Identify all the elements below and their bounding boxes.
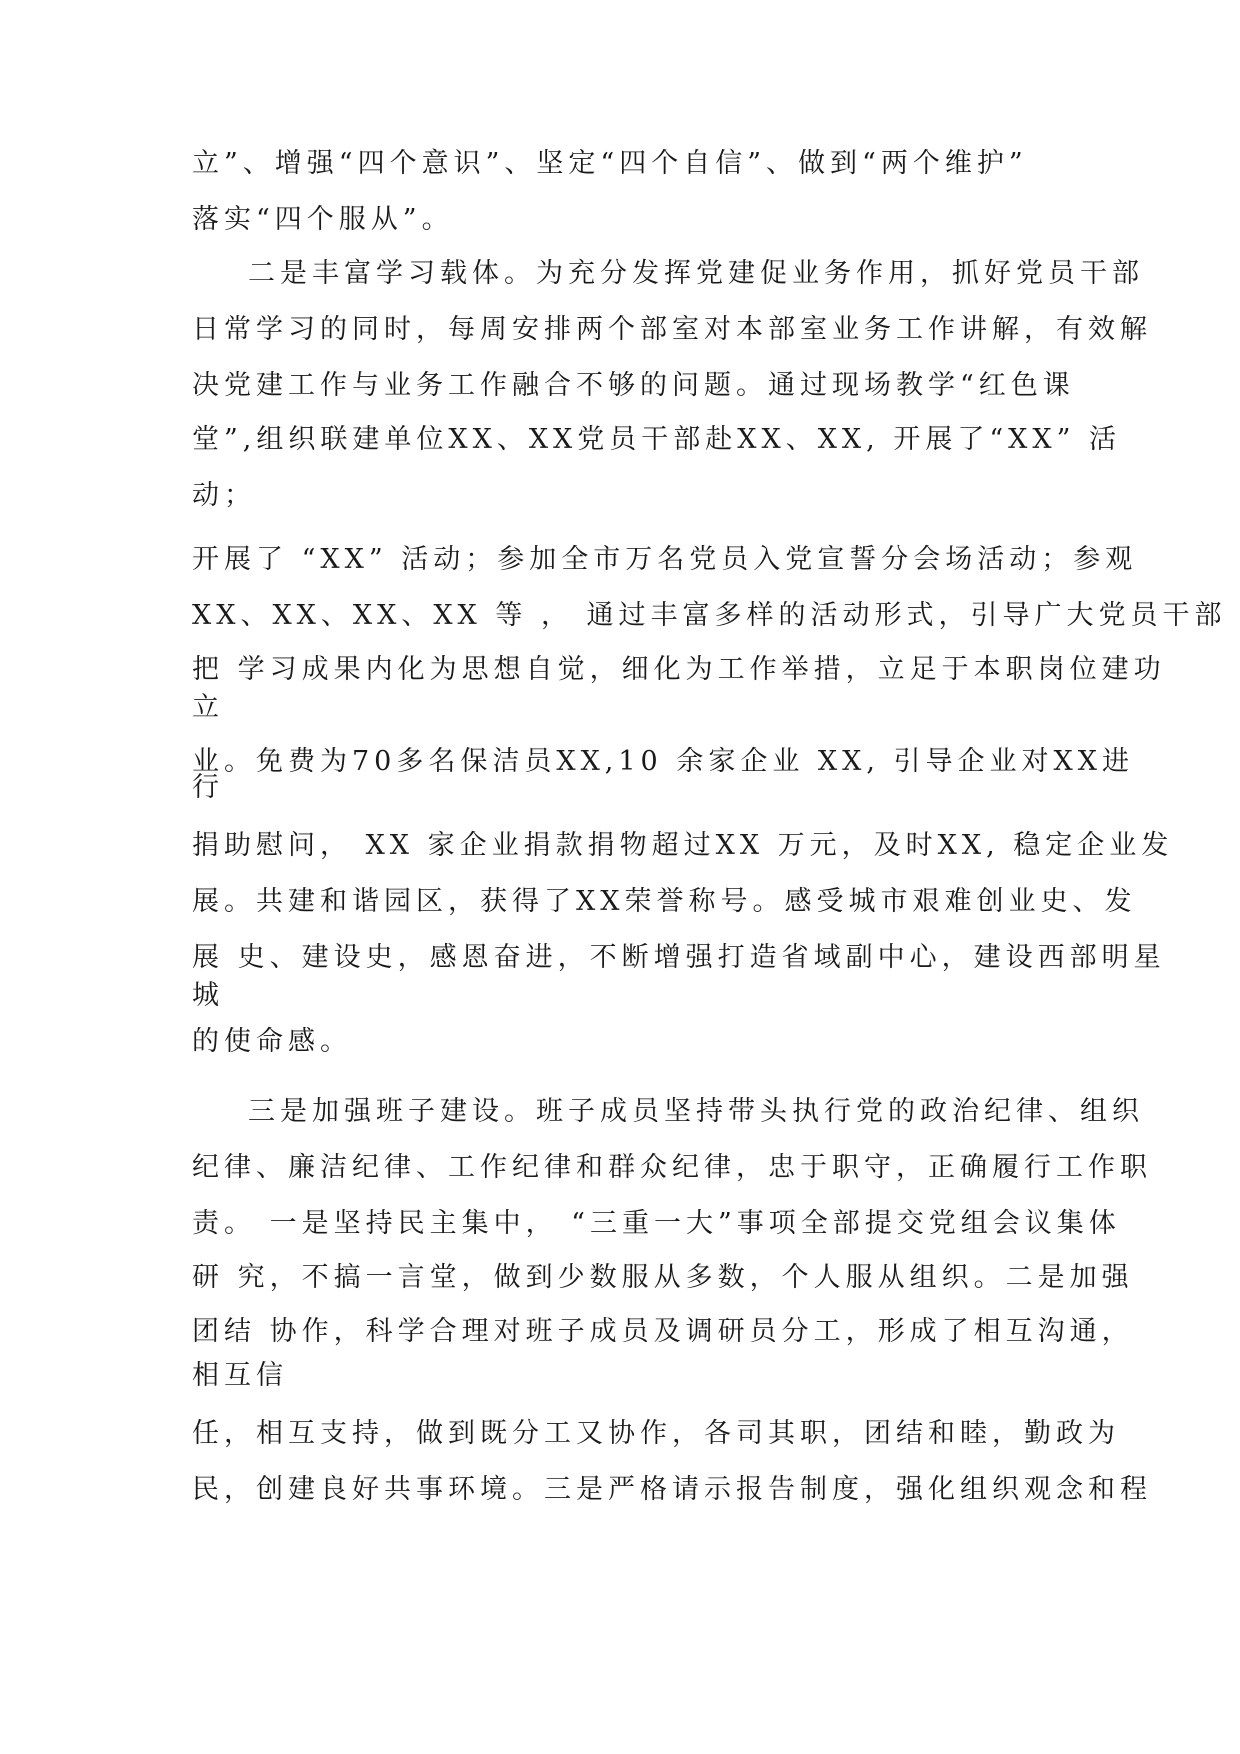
text-line-11: 立	[192, 692, 224, 723]
text-line-4: 日常学习的同时，每周安排两个部室对本部室业务工作讲解，有效解	[192, 314, 1152, 345]
text-line-5: 决党建工作与业务工作融合不够的问题。通过现场教学“红色课	[192, 370, 1075, 401]
text-line-7: 动；	[192, 480, 256, 511]
text-line-18: 的使命感。	[192, 1026, 352, 1057]
paragraph-3-line-1: 三是加强班子建设。班子成员坚持带头执行党的政治纪律、组织	[248, 1096, 1144, 1127]
text-line-26: 民，创建良好共事环境。三是严格请示报告制度，强化组织观念和程	[192, 1474, 1152, 1505]
text-line-8: 开展了 “XX” 活动；参加全市万名党员入党宣誓分会场活动；参观	[192, 544, 1138, 575]
text-line-1: 立”、增强“四个意识”、坚定“四个自信”、做到“两个维护”	[192, 148, 1028, 179]
text-line-10: 把 学习成果内化为思想自觉，细化为工作举措，立足于本职岗位建功	[192, 654, 1166, 685]
text-line-20: 纪律、廉洁纪律、工作纪律和群众纪律，忠于职守，正确履行工作职	[192, 1152, 1152, 1183]
text-line-13: 行	[192, 772, 224, 803]
text-line-9: XX、XX、XX、XX 等 ， 通过丰富多样的活动形式，引导广大党员干部	[192, 600, 1227, 631]
text-line-23: 团结 协作，科学合理对班子成员及调研员分工，形成了相互沟通，	[192, 1316, 1134, 1347]
text-line-25: 任，相互支持，做到既分工又协作，各司其职，团结和睦，勤政为	[192, 1418, 1120, 1449]
text-line-2: 落实“四个服从”。	[192, 204, 454, 235]
text-line-12: 业。免费为70多名保洁员XX,10 余家企业 XX, 引导企业对XX进	[192, 746, 1134, 777]
text-line-14: 捐助慰问， XX 家企业捐款捐物超过XX 万元，及时XX, 稳定企业发	[192, 830, 1174, 861]
text-line-17: 城	[192, 980, 224, 1011]
text-line-15: 展。共建和谐园区，获得了XX荣誉称号。感受城市艰难创业史、发	[192, 886, 1137, 917]
paragraph-2-line-1: 二是丰富学习载体。为充分发挥党建促业务作用，抓好党员干部	[248, 258, 1144, 289]
text-line-24: 相互信	[192, 1360, 288, 1391]
text-line-6: 堂”,组织联建单位XX、XX党员干部赴XX、XX, 开展了“XX” 活	[192, 424, 1121, 455]
text-line-21: 责。 一是坚持民主集中， “三重一大”事项全部提交党组会议集体	[192, 1208, 1121, 1239]
text-line-16: 展 史、建设史，感恩奋进，不断增强打造省域副中心，建设西部明星	[192, 942, 1166, 973]
text-line-22: 研 究，不搞一言堂，做到少数服从多数，个人服从组织。二是加强	[192, 1262, 1134, 1293]
